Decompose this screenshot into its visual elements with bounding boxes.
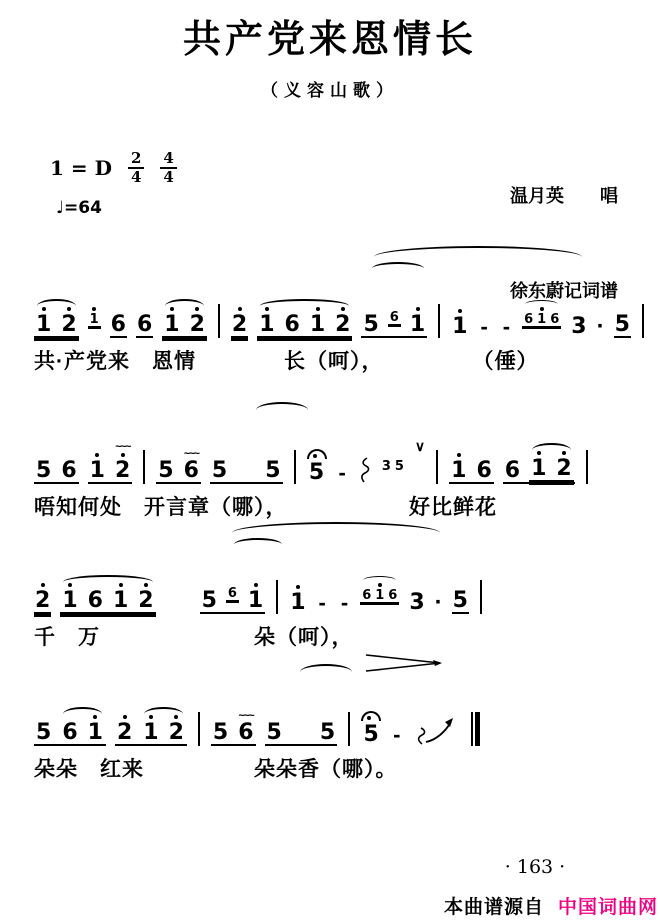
note: 1 (451, 308, 468, 338)
barline (143, 450, 145, 484)
final-barline (471, 712, 480, 746)
duration-dash: - (393, 722, 401, 747)
note: 1 (374, 582, 385, 602)
octave-dot (174, 715, 178, 719)
octave-dot (537, 451, 541, 455)
source-prefix: 本曲谱源自 (443, 897, 544, 918)
grace-note-group (226, 583, 239, 601)
duration-dash: - (502, 314, 511, 339)
note-group (503, 450, 575, 484)
note: ~~~ 2 (114, 441, 131, 483)
grace-note-group (388, 307, 401, 325)
barline (276, 580, 278, 614)
notes-row-4 (34, 654, 649, 750)
note-group (34, 455, 79, 484)
note: 5 (319, 720, 336, 745)
music-line-4 (34, 654, 649, 783)
breath-mark: ∨ (414, 438, 426, 454)
note-group (60, 714, 105, 744)
octave-dot (540, 307, 544, 311)
octave-dot (416, 307, 420, 311)
song-subtitle: （义容山歌） (261, 81, 399, 100)
lyrics-line-2: 唔知何处 开言章（哪）， 好比鲜花 (34, 496, 497, 519)
note: 3 (381, 459, 391, 474)
octave-dot (296, 585, 300, 589)
music-line-1 (34, 246, 649, 375)
note: 1 (289, 584, 306, 614)
grace-note-group (88, 306, 101, 327)
note: 2 (60, 306, 77, 336)
augmentation-dot: · (596, 313, 605, 340)
note-group (162, 306, 207, 338)
lyrics-line-4: 朵朵 红来 朵朵香（哪）。 (34, 758, 398, 781)
note: 1 (258, 306, 275, 336)
barline (348, 712, 350, 746)
octave-dot (68, 583, 72, 587)
time-signature-1 (128, 150, 144, 185)
meter1-numerator: 2 (128, 150, 144, 169)
octave-dot (457, 453, 461, 457)
note: 6 (476, 458, 492, 483)
note: 2 (555, 450, 572, 480)
note-group (529, 450, 574, 482)
note-group (200, 582, 266, 614)
duration-dash: - (318, 590, 326, 615)
music-line-2 (34, 392, 649, 521)
duration-dash: - (338, 460, 346, 485)
note: 6 (87, 588, 103, 613)
octave-dot (170, 307, 174, 311)
octave-dot (95, 453, 99, 457)
note: 5 (201, 588, 217, 613)
note: 1 (89, 306, 100, 326)
note: 2 (168, 714, 185, 744)
gliss-wavy-down-icon (358, 456, 371, 484)
note-group (34, 306, 79, 338)
transcriber-credit: 徐东蔚记词谱 (510, 280, 618, 301)
note: 5 (266, 720, 282, 745)
note: 6 (389, 310, 399, 325)
octave-dot (67, 307, 71, 311)
octave-dot (144, 583, 148, 587)
note: 2 (334, 306, 351, 336)
tie-arc (372, 262, 424, 275)
grace-note-group (522, 306, 561, 327)
note: 6 (136, 312, 153, 337)
barline (642, 304, 644, 338)
note: 1 (450, 452, 467, 482)
octave-dot (341, 307, 345, 311)
barline (436, 450, 438, 484)
octave-dot (92, 307, 96, 311)
note: 2 (34, 582, 51, 614)
note: 1 (112, 582, 129, 612)
note: 1 (530, 450, 547, 480)
note-group (141, 714, 186, 744)
note: 1 (35, 306, 52, 336)
phrase-slur (300, 664, 352, 680)
note: 5 (36, 720, 52, 745)
note-group (115, 714, 187, 746)
octave-dot (265, 307, 269, 311)
duration-dash: - (480, 314, 488, 339)
note: 1 (536, 306, 547, 326)
note: 6 (61, 458, 77, 483)
note: 2 (137, 582, 154, 612)
note: 6 (504, 458, 521, 483)
note-group (34, 714, 106, 746)
note-group (211, 712, 256, 746)
note: 5 (363, 312, 379, 337)
note: 2 (189, 306, 206, 336)
note: 3 (571, 314, 587, 339)
note-group (210, 455, 283, 484)
augmentation-dot: · (434, 589, 443, 616)
decrescendo-hairpin-icon (364, 652, 448, 679)
barline (198, 712, 200, 746)
octave-dot (238, 307, 242, 311)
duration-dash: - (340, 590, 349, 615)
note: ~~~ 6 (183, 448, 199, 483)
notes-row-2 (34, 392, 649, 488)
notes-row-1 (34, 246, 649, 342)
note: 6 (388, 588, 398, 603)
note-group (156, 450, 201, 484)
barline (480, 580, 482, 614)
note: 5 (394, 459, 404, 474)
note: 1 (247, 582, 264, 612)
lyrics-line-1: 共·产党来 恩情 长（呵）， （倕） (34, 350, 539, 373)
note: 6 (227, 586, 237, 601)
notes-row-3 (34, 522, 649, 618)
fermata-icon (361, 711, 381, 721)
song-title: 共产党来恩情长 (182, 19, 477, 61)
note: 5 (361, 711, 381, 746)
note-group (60, 582, 155, 614)
note: 5 (211, 458, 228, 483)
octave-dot (41, 583, 45, 587)
note: 1 (89, 452, 106, 482)
meter2-denominator: 4 (163, 167, 174, 186)
note-group (88, 443, 133, 484)
note: 6 (62, 720, 78, 745)
key-signature (50, 150, 177, 185)
note: ~~~ 6 (238, 710, 254, 745)
note: 5 (614, 312, 630, 337)
key-label: 1 = D (50, 155, 112, 180)
octave-dot (195, 307, 199, 311)
note: 1 (409, 306, 426, 336)
source-brand: 中国词曲网 (557, 897, 658, 918)
note: 6 (284, 312, 300, 337)
note-group (449, 452, 494, 484)
music-line-3 (34, 522, 649, 651)
tempo-marking: ♩=64 (56, 198, 102, 218)
note: 6 (550, 312, 560, 327)
note: 5 (452, 588, 468, 613)
meter2-numerator: 4 (160, 150, 176, 169)
note: 6 (362, 588, 372, 603)
tie-arc (234, 538, 282, 551)
grace-note-group (360, 582, 399, 603)
lyrics-line-3: 千 万 朵（呵）， (34, 626, 354, 649)
page-number: · 163 · (504, 856, 566, 878)
barline (294, 450, 296, 484)
octave-dot (562, 451, 566, 455)
meter1-denominator: 4 (130, 167, 142, 186)
barline (438, 304, 440, 338)
time-signature-2 (160, 150, 176, 185)
note: 5 (307, 449, 327, 484)
barline (218, 304, 220, 338)
phrase-slur (256, 402, 308, 418)
octave-dot (254, 583, 258, 587)
note: 1 (163, 306, 180, 336)
octave-dot (458, 309, 462, 313)
octave-dot (119, 583, 123, 587)
octave-dot (149, 715, 153, 719)
gliss-arrow-up-icon (412, 710, 460, 746)
octave-dot (316, 307, 320, 311)
note: 5 (265, 458, 281, 483)
note-group (257, 306, 352, 338)
note: 1 (87, 714, 104, 744)
note-group (361, 306, 427, 338)
note: 2 (231, 306, 248, 338)
note: 1 (61, 582, 78, 612)
footer-source (444, 892, 658, 919)
note: 6 (110, 312, 126, 337)
octave-dot (123, 715, 127, 719)
barline (586, 450, 588, 484)
octave-dot (378, 583, 382, 587)
octave-dot (121, 453, 125, 457)
fermata-icon (307, 449, 327, 459)
note: 5 (212, 720, 229, 745)
note-group (265, 717, 338, 746)
note: 5 (158, 458, 174, 483)
note: 3 (409, 590, 425, 615)
octave-dot (93, 715, 97, 719)
grace-note-group (380, 456, 406, 473)
note: 5 (36, 458, 52, 483)
note: 1 (309, 306, 326, 336)
note: 6 (524, 312, 534, 327)
octave-dot (42, 307, 46, 311)
singer-credit: 温月英 唱 (510, 186, 618, 206)
note: 1 (142, 714, 159, 744)
note: 2 (116, 714, 133, 744)
